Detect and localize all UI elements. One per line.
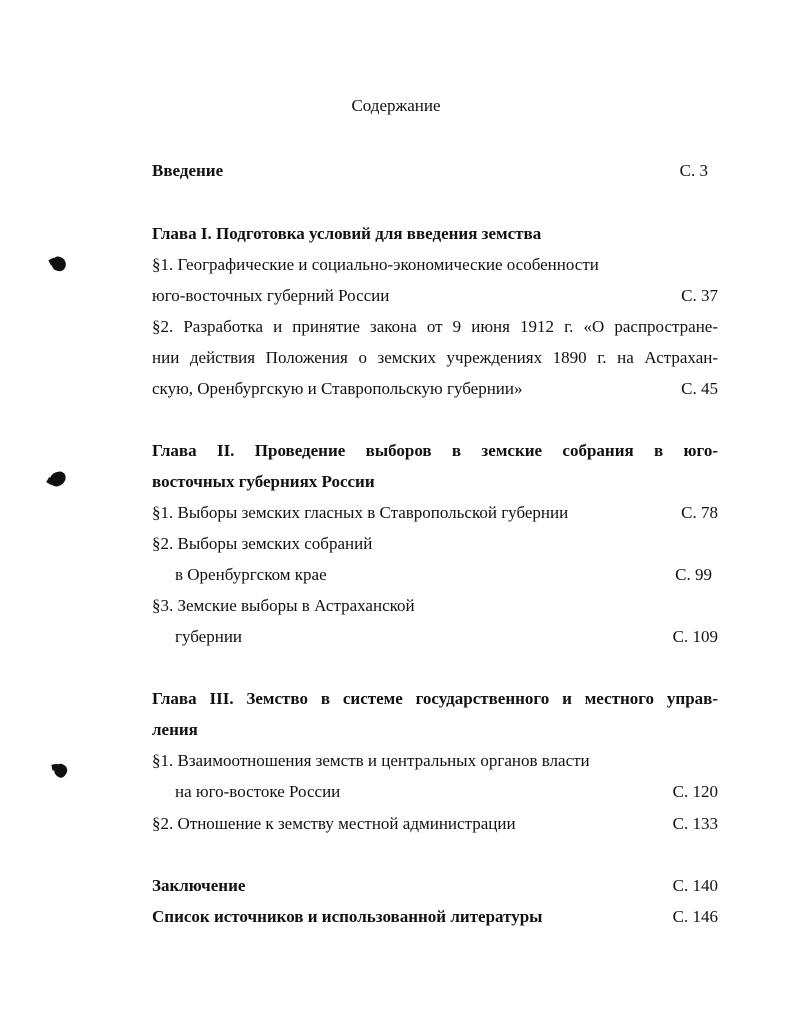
toc-entry-ch3-s1 <box>175 781 718 803</box>
toc-entry-line: §2. Разработка и принятие закона от 9 июня 1912 г. «О распростране- <box>152 317 718 336</box>
toc-entry-ch3-s2 <box>152 813 718 835</box>
toc-entry-line: в Оренбургском крае <box>175 565 327 584</box>
toc-entry-line: на юго-востоке России <box>175 782 341 801</box>
toc-entry-ch1-s2 <box>152 378 718 400</box>
toc-page-number: С. 3 <box>679 161 708 180</box>
page-title: Содержание <box>351 96 441 115</box>
toc-entry-line: скую, Оренбургскую и Ставропольскую губернии» <box>152 379 523 398</box>
toc-page-number: С. 133 <box>672 814 718 833</box>
toc-entry-line: §1. Взаимоотношения земств и центральных органов власти <box>152 751 590 770</box>
toc-page-number: С. 120 <box>672 782 718 801</box>
chapter-2-heading: Глава II. Проведение выборов в земские собрания в юго- <box>152 441 718 460</box>
toc-entry-line: юго-восточных губерний России <box>152 286 390 305</box>
chapter-3-heading: Глава III. Земство в системе государственного и местного управ- <box>152 689 718 708</box>
toc-entry-line: §2. Выборы земских собраний <box>152 534 373 553</box>
toc-entry-label: Введение <box>152 161 224 180</box>
toc-entry-line: нии действия Положения о земских учреждениях 1890 г. на Астрахан- <box>152 348 718 367</box>
chapter-3-heading-cont: ления <box>152 720 198 739</box>
toc-entry-ch1-s1 <box>152 285 718 307</box>
toc-entry-label: Заключение <box>152 876 246 895</box>
scan-artifact-mark <box>48 470 67 488</box>
toc-page-number: С. 146 <box>672 907 718 926</box>
toc-entry-line: §1. Выборы земских гласных в Ставропольской губернии <box>152 503 569 522</box>
toc-entry-line: губернии <box>175 627 243 646</box>
toc-page-number: С. 140 <box>672 876 718 895</box>
toc-entry-ch2-s3 <box>175 626 718 648</box>
toc-entry-intro <box>152 160 718 182</box>
toc-entry-ch2-s2 <box>175 564 718 586</box>
toc-entry-line: §2. Отношение к земству местной администрации <box>152 814 516 833</box>
toc-entry-conclusion <box>152 875 718 897</box>
toc-page-number: С. 45 <box>681 379 718 398</box>
toc-page-number: С. 37 <box>681 286 718 305</box>
toc-entry-ch2-s1 <box>152 502 718 524</box>
toc-entry-line: §3. Земские выборы в Астраханской <box>152 596 415 615</box>
scan-artifact-mark <box>50 255 68 273</box>
chapter-1-heading: Глава I. Подготовка условий для введения земства <box>152 224 542 243</box>
toc-page-number: С. 78 <box>681 503 718 522</box>
toc-page-number: С. 109 <box>672 627 718 646</box>
chapter-2-heading-cont: восточных губерниях России <box>152 472 375 491</box>
toc-entry-label: Список источников и использованной литературы <box>152 907 543 926</box>
scan-artifact-mark <box>51 761 69 779</box>
toc-page-number: С. 99 <box>675 565 712 584</box>
toc-entry-line: §1. Географические и социально-экономические особенности <box>152 255 599 274</box>
toc-entry-bibliography <box>152 906 718 928</box>
